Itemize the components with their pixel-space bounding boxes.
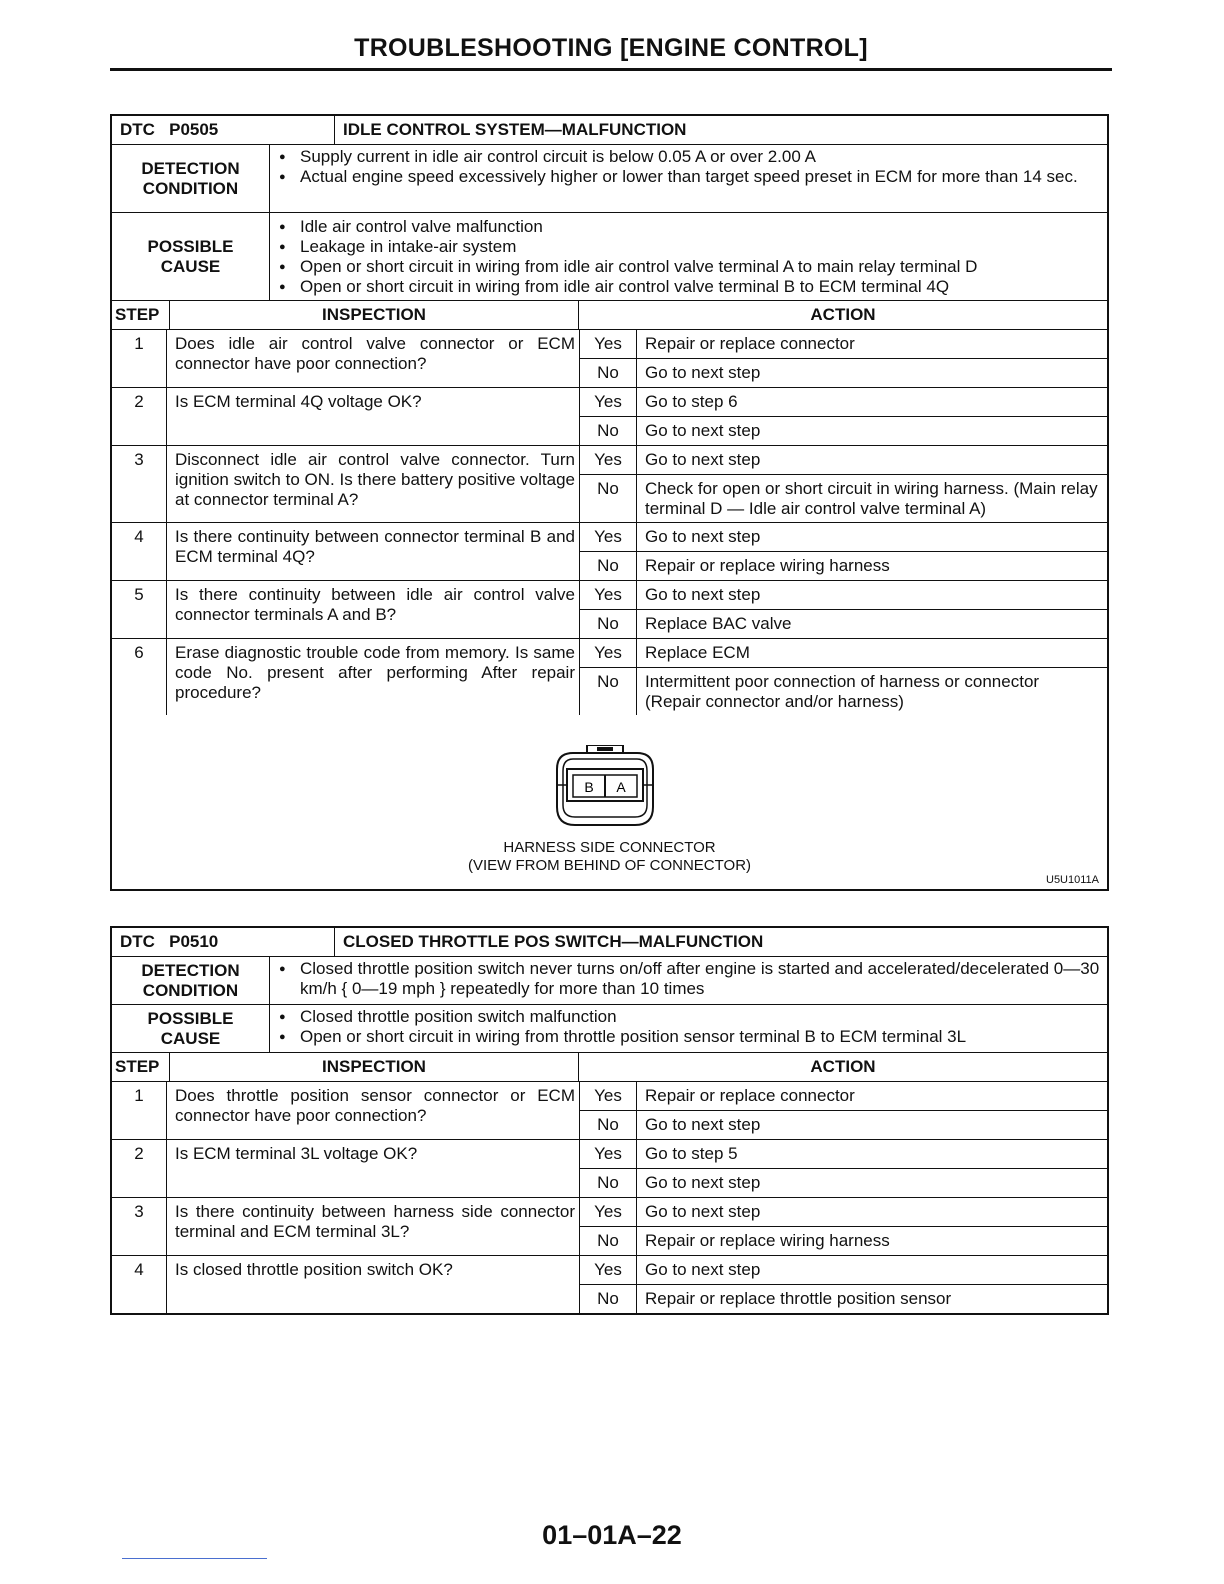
dtc-header: [112, 116, 1107, 145]
step-number: 1: [112, 330, 167, 387]
yes-action: Repair or replace connector: [645, 334, 855, 353]
cause-label-line2: CAUSE: [160, 1028, 221, 1048]
step-actions: [580, 1256, 1107, 1313]
possible-cause-row: [112, 1005, 1107, 1053]
step-number: 6: [112, 639, 167, 715]
yes-label: Yes: [580, 639, 637, 667]
action-yes-row: [580, 1256, 1107, 1285]
no-label: No: [580, 610, 637, 638]
action-no-row: [580, 552, 1107, 580]
yes-action: Go to step 6: [645, 392, 738, 411]
bullet-item: ● Leakage in intake-air system: [276, 237, 1101, 257]
detection-condition-label: [112, 145, 270, 212]
step-row: [112, 581, 1107, 639]
steps-header: [112, 301, 1107, 330]
action-yes-row: [580, 446, 1107, 475]
connector-caption: [112, 839, 1107, 875]
step-actions: [580, 1140, 1107, 1197]
yes-label: Yes: [580, 523, 637, 551]
step-inspection: Does idle air control valve connector or ECM connector have poor connection?: [167, 330, 580, 387]
step-actions: [580, 388, 1107, 445]
yes-action: Go to next step: [645, 527, 761, 546]
bullet-item: ● Supply current in idle air control circuit is below 0.05 A or over 2.00 A: [276, 147, 1101, 167]
yes-action: Go to step 5: [645, 1144, 738, 1163]
step-inspection: Disconnect idle air control valve connector. Turn ignition switch to ON. Is there battery positive voltage at connector terminal A?: [167, 446, 580, 522]
connector-diagram: [112, 715, 1107, 889]
action-no-row: [580, 1285, 1107, 1313]
bullet-item: ● Idle air control valve malfunction: [276, 217, 1101, 237]
caption-line1: HARNESS SIDE CONNECTOR: [503, 839, 716, 856]
step-header: STEP: [112, 301, 170, 329]
yes-action: Go to next step: [645, 1260, 761, 1279]
action-yes-row: [580, 388, 1107, 417]
yes-label: Yes: [580, 1256, 637, 1284]
no-action: Repair or replace throttle position sensor: [645, 1289, 952, 1308]
action-header: ACTION: [810, 1057, 876, 1076]
action-header: ACTION: [810, 305, 876, 324]
no-action: Go to next step: [645, 421, 761, 440]
detection-label-line1: DETECTION: [141, 158, 240, 178]
step-inspection: Is ECM terminal 4Q voltage OK?: [167, 388, 580, 445]
bullet-item: ● Closed throttle position switch malfunction: [276, 1007, 1101, 1027]
no-action: Check for open or short circuit in wiring harness. (Main relay terminal D — Idle air control valve terminal A): [645, 479, 1098, 518]
page-number: 01–01A–22: [542, 1520, 682, 1550]
step-inspection: Erase diagnostic trouble code from memory. Is same code No. present after performing After repair procedure?: [167, 639, 580, 715]
dtc-header: [112, 928, 1107, 957]
step-row: [112, 1198, 1107, 1256]
possible-cause-row: [112, 213, 1107, 301]
action-yes-row: [580, 1198, 1107, 1227]
yes-action: Go to next step: [645, 585, 761, 604]
action-no-row: [580, 1169, 1107, 1197]
step-inspection: Is closed throttle position switch OK?: [167, 1256, 580, 1313]
detection-label-line2: CONDITION: [142, 980, 239, 1000]
yes-action: Go to next step: [645, 450, 761, 469]
dtc-code: DTC P0510: [112, 928, 335, 956]
action-yes-row: [580, 330, 1107, 359]
dtc-name: CLOSED THROTTLE POS SWITCH—MALFUNCTION: [343, 932, 764, 951]
step-actions: [580, 1198, 1107, 1255]
cause-label-line1: POSSIBLE: [147, 1008, 234, 1028]
yes-label: Yes: [580, 1140, 637, 1168]
action-no-row: [580, 610, 1107, 638]
action-no-row: [580, 1227, 1107, 1255]
step-actions: [580, 1082, 1107, 1139]
no-action: Go to next step: [645, 363, 761, 382]
footer-rule: [122, 1558, 267, 1559]
step-row: [112, 1256, 1107, 1313]
figure-id: U5U1011A: [1046, 874, 1099, 886]
step-row: [112, 639, 1107, 715]
detection-condition-row: [112, 145, 1107, 213]
step-number: 2: [112, 1140, 167, 1197]
yes-action: Go to next step: [645, 1202, 761, 1221]
action-no-row: [580, 668, 1107, 715]
step-inspection: Is there continuity between connector terminal B and ECM terminal 4Q?: [167, 523, 580, 580]
yes-action: Repair or replace connector: [645, 1086, 855, 1105]
action-yes-row: [580, 523, 1107, 552]
no-action: Repair or replace wiring harness: [645, 556, 890, 575]
step-row: [112, 1082, 1107, 1140]
no-label: No: [580, 1285, 637, 1313]
detection-label-line1: DETECTION: [141, 960, 240, 980]
terminal-a-label: A: [616, 779, 626, 795]
step-number: 3: [112, 1198, 167, 1255]
page-title: TROUBLESHOOTING [ENGINE CONTROL]: [354, 34, 868, 62]
no-label: No: [580, 475, 637, 522]
inspection-header: INSPECTION: [170, 1053, 579, 1081]
dtc-name: IDLE CONTROL SYSTEM—MALFUNCTION: [343, 120, 687, 139]
yes-label: Yes: [580, 1198, 637, 1226]
steps-header: [112, 1053, 1107, 1082]
yes-label: Yes: [580, 1082, 637, 1110]
inspection-header: INSPECTION: [170, 301, 579, 329]
bullet-item: ● Open or short circuit in wiring from throttle position sensor terminal B to ECM terminal 3L: [276, 1027, 1101, 1047]
step-number: 5: [112, 581, 167, 638]
detection-condition-label: [112, 957, 270, 1004]
yes-action: Replace ECM: [645, 643, 750, 662]
step-number: 1: [112, 1082, 167, 1139]
dtc-p0505-table: [110, 114, 1109, 891]
step-inspection: Does throttle position sensor connector or ECM connector have poor connection?: [167, 1082, 580, 1139]
step-number: 4: [112, 523, 167, 580]
bullet-item: ● Open or short circuit in wiring from idle air control valve terminal B to ECM terminal 4Q: [276, 277, 1101, 297]
step-header: STEP: [112, 1053, 170, 1081]
no-label: No: [580, 359, 637, 387]
bullet-item: ● Open or short circuit in wiring from idle air control valve terminal A to main relay terminal D: [276, 257, 1101, 277]
yes-label: Yes: [580, 330, 637, 358]
step-actions: [580, 446, 1107, 522]
no-action: Replace BAC valve: [645, 614, 792, 633]
no-label: No: [580, 552, 637, 580]
dtc-p0510-table: [110, 926, 1109, 1315]
yes-label: Yes: [580, 581, 637, 609]
step-number: 2: [112, 388, 167, 445]
detection-condition-row: [112, 957, 1107, 1005]
step-row: [112, 1140, 1107, 1198]
step-row: [112, 330, 1107, 388]
action-no-row: [580, 1111, 1107, 1139]
title-rule: [110, 68, 1112, 71]
no-label: No: [580, 1169, 637, 1197]
no-label: No: [580, 668, 637, 715]
no-label: No: [580, 1111, 637, 1139]
step-inspection: Is there continuity between idle air control valve connector terminals A and B?: [167, 581, 580, 638]
no-action: Go to next step: [645, 1173, 761, 1192]
step-actions: [580, 581, 1107, 638]
no-label: No: [580, 417, 637, 445]
no-action: Repair or replace wiring harness: [645, 1231, 890, 1250]
action-yes-row: [580, 1082, 1107, 1111]
yes-label: Yes: [580, 446, 637, 474]
cause-label-line2: CAUSE: [160, 256, 221, 276]
cause-label-line1: POSSIBLE: [147, 236, 234, 256]
step-row: [112, 446, 1107, 523]
possible-cause-label: [112, 213, 270, 300]
action-yes-row: [580, 581, 1107, 610]
detection-label-line2: CONDITION: [142, 178, 239, 198]
step-number: 4: [112, 1256, 167, 1313]
action-yes-row: [580, 1140, 1107, 1169]
bullet-item: ● Actual engine speed excessively higher or lower than target speed preset in ECM for more than 14 sec.: [276, 167, 1101, 187]
no-action: Intermittent poor connection of harness or connector (Repair connector and/or harness): [645, 672, 1040, 711]
step-inspection: Is ECM terminal 3L voltage OK?: [167, 1140, 580, 1197]
no-label: No: [580, 1227, 637, 1255]
harness-connector-icon: [553, 745, 657, 829]
terminal-b-label: B: [584, 779, 594, 795]
action-yes-row: [580, 639, 1107, 668]
step-actions: [580, 330, 1107, 387]
step-number: 3: [112, 446, 167, 522]
step-row: [112, 523, 1107, 581]
bullet-item: ● Closed throttle position switch never turns on/off after engine is started and accelerated/decelerated 0—30 km/h { 0—19 mph } repeatedly for more than 10 times: [276, 959, 1101, 999]
step-actions: [580, 523, 1107, 580]
dtc-code: DTC P0505: [112, 116, 335, 144]
step-row: [112, 388, 1107, 446]
possible-cause-label: [112, 1005, 270, 1052]
action-no-row: [580, 475, 1107, 522]
step-actions: [580, 639, 1107, 715]
action-no-row: [580, 359, 1107, 387]
no-action: Go to next step: [645, 1115, 761, 1134]
step-inspection: Is there continuity between harness side connector terminal and ECM terminal 3L?: [167, 1198, 580, 1255]
action-no-row: [580, 417, 1107, 445]
caption-line2: (VIEW FROM BEHIND OF CONNECTOR): [467, 857, 752, 874]
yes-label: Yes: [580, 388, 637, 416]
